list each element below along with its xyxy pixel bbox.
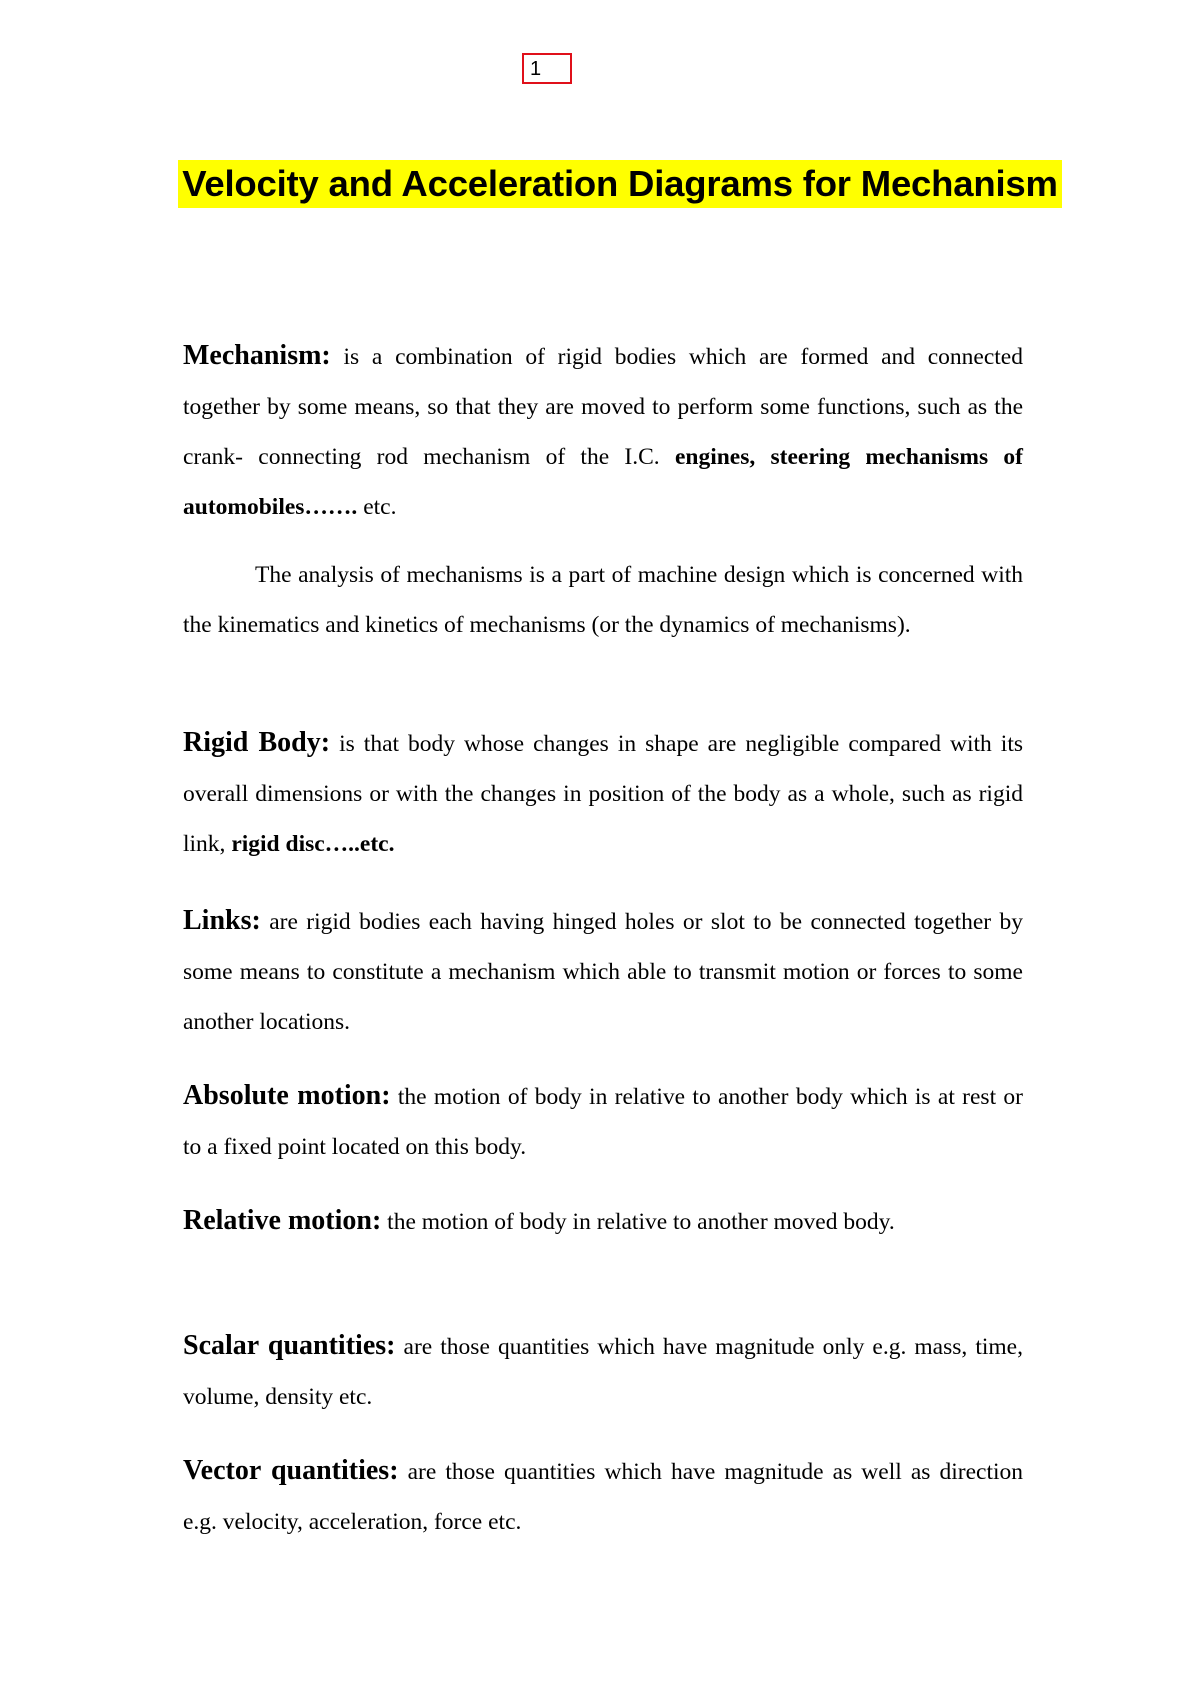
page-number: 1: [522, 53, 572, 84]
definition-absolute-motion: the motion of body in relative to another body which is at rest or to a fixed point located on this body.: [183, 1084, 1024, 1160]
term-scalar-quantities: Scalar quantities:: [183, 1330, 396, 1361]
definition-rigid-body: is that body whose changes in shape are negligible compared with its overall dimensions or with the changes in position of the body as a whole, such as rigid link,: [183, 731, 1023, 857]
paragraph-absolute-motion: [183, 1071, 1023, 1172]
term-links: Links:: [183, 905, 261, 936]
paragraph-analysis: The analysis of mechanisms is a part of machine design which is concerned with the kinematics and kinetics of mechanisms (or the dynamics of mechanisms).: [183, 562, 1023, 638]
tail-mechanism: etc.: [357, 494, 397, 520]
term-absolute-motion: Absolute motion:: [183, 1080, 391, 1111]
definition-scalar-quantities: are those quantities which have magnitude only e.g. mass, time, volume, density etc.: [183, 1334, 1023, 1410]
paragraph-vector-quantities: [183, 1446, 1023, 1547]
term-relative-motion: Relative motion:: [183, 1205, 382, 1236]
term-mechanism: Mechanism:: [183, 340, 331, 371]
paragraph-scalar-quantities: [183, 1321, 1023, 1422]
term-rigid-body: Rigid Body:: [183, 727, 331, 758]
definition-links: are rigid bodies each having hinged holes or slot to be connected together by some means to constitute a mechanism which able to transmit motion or forces to some another locations.: [183, 909, 1023, 1035]
page-title: Velocity and Acceleration Diagrams for Mechanism: [178, 160, 1062, 208]
examples-mechanism: engines, steering mechanisms of automobiles…….: [183, 444, 1023, 520]
term-vector-quantities: Vector quantities:: [183, 1455, 399, 1486]
paragraph-relative-motion: [183, 1196, 1023, 1247]
examples-rigid-body: rigid disc…..etc.: [231, 831, 395, 857]
paragraph-mechanism: [183, 331, 1023, 532]
paragraph-links: [183, 896, 1023, 1047]
definition-relative-motion: the motion of body in relative to another moved body.: [381, 1209, 895, 1235]
paragraph-rigid-body: [183, 718, 1023, 869]
definition-vector-quantities: are those quantities which have magnitude as well as direction e.g. velocity, acceleration, force etc.: [183, 1459, 1024, 1535]
definition-mechanism: is a combination of rigid bodies which are formed and connected together by some means, so that they are moved to perform some functions, such as the crank- connecting rod mechanism of the I.C.: [183, 344, 1023, 470]
title-container: [138, 160, 1102, 208]
